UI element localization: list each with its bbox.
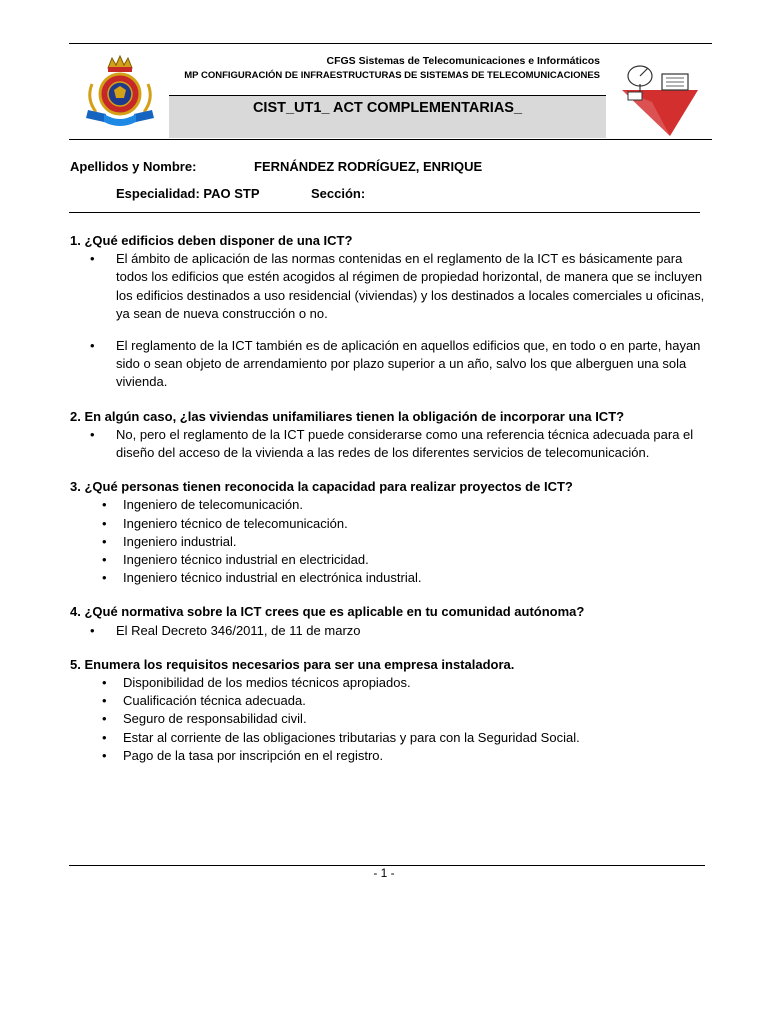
answer-item: • Estar al corriente de las obligaciones tributarias y para con la Seguridad Social. bbox=[70, 729, 710, 747]
answer-list bbox=[70, 674, 710, 765]
answer-item: • Ingeniero técnico industrial en electricidad. bbox=[70, 551, 710, 569]
question-title: 1. ¿Qué edificios deben disponer de una ICT? bbox=[70, 233, 353, 248]
page-number: - 1 - bbox=[373, 866, 395, 880]
answer-item: • Ingeniero industrial. bbox=[70, 533, 710, 551]
header-top-rule bbox=[69, 43, 712, 44]
question-4 bbox=[70, 603, 710, 639]
header-module-title: MP CONFIGURACIÓN DE INFRAESTRUCTURAS DE SISTEMAS DE TELECOMUNICACIONES bbox=[184, 70, 600, 81]
answer-list bbox=[70, 622, 710, 640]
answer-list bbox=[70, 496, 710, 587]
crest-logo bbox=[84, 54, 156, 130]
question-title: 5. Enumera los requisitos necesarios para ser una empresa instaladora. bbox=[70, 656, 515, 672]
question-2 bbox=[70, 408, 710, 463]
answer-item: • El reglamento de la ICT también es de aplicación en aquellos edificios que, en todo o en parte, hayan sido o sean objeto de arrendamiento por plazo superior a un año, salvo los que alberguen una sola vivienda. bbox=[70, 337, 710, 392]
answer-item: • Seguro de responsabilidad civil. bbox=[70, 710, 710, 728]
answer-item: • Cualificación técnica adecuada. bbox=[70, 692, 710, 710]
question-title: 2. En algún caso, ¿las viviendas unifamiliares tienen la obligación de incorporar una ICT? bbox=[70, 408, 625, 424]
answer-item: • Disponibilidad de los medios técnicos apropiados. bbox=[70, 674, 710, 692]
specialty-label: Especialidad: PAO STP bbox=[116, 186, 260, 201]
answer-item: • El ámbito de aplicación de las normas contenidas en el reglamento de la ICT es básicamente para todos los edificios que estén acogidos al régimen de propiedad horizontal, de manera que se incluyen los edificios destinados a uso residencial (viviendas) y los destinados a locales comerciales u oficinas, ya sean de nueva construcción o no. bbox=[70, 250, 710, 323]
antenna-logo bbox=[618, 62, 702, 138]
name-label: Apellidos y Nombre: bbox=[70, 159, 197, 174]
header-bottom-rule bbox=[69, 139, 712, 140]
answer-list bbox=[70, 426, 710, 462]
answer-item: • Ingeniero de telecomunicación. bbox=[70, 496, 710, 514]
name-value: FERNÁNDEZ RODRÍGUEZ, ENRIQUE bbox=[254, 159, 483, 174]
question-title: 4. ¿Qué normativa sobre la ICT crees que es aplicable en tu comunidad autónoma? bbox=[70, 604, 585, 620]
answer-list bbox=[70, 337, 710, 392]
question-3 bbox=[70, 478, 710, 587]
answer-item: • No, pero el reglamento de la ICT puede considerarse como una referencia técnica adecuada para el diseño del acceso de la vivienda a las redes de los diferentes servicios de telecomunicación. bbox=[70, 426, 710, 462]
section-label: Sección: bbox=[311, 186, 366, 201]
question-title: 3. ¿Qué personas tienen reconocida la capacidad para realizar proyectos de ICT? bbox=[70, 479, 573, 495]
answer-list bbox=[70, 250, 710, 323]
answer-item: • El Real Decreto 346/2011, de 11 de marzo bbox=[70, 622, 710, 640]
question-1 bbox=[70, 232, 710, 392]
answer-item: • Pago de la tasa por inscripción en el registro. bbox=[70, 747, 710, 765]
header-course-title: CFGS Sistemas de Telecomunicaciones e Informáticos bbox=[326, 55, 600, 67]
document-title: CIST_UT1_ ACT COMPLEMENTARIAS_ bbox=[252, 100, 523, 116]
answer-item: • Ingeniero técnico de telecomunicación. bbox=[70, 515, 710, 533]
info-bottom-rule bbox=[69, 212, 700, 213]
question-5 bbox=[70, 656, 710, 765]
answer-item: • Ingeniero técnico industrial en electrónica industrial. bbox=[70, 569, 710, 587]
questions-section bbox=[70, 232, 710, 781]
